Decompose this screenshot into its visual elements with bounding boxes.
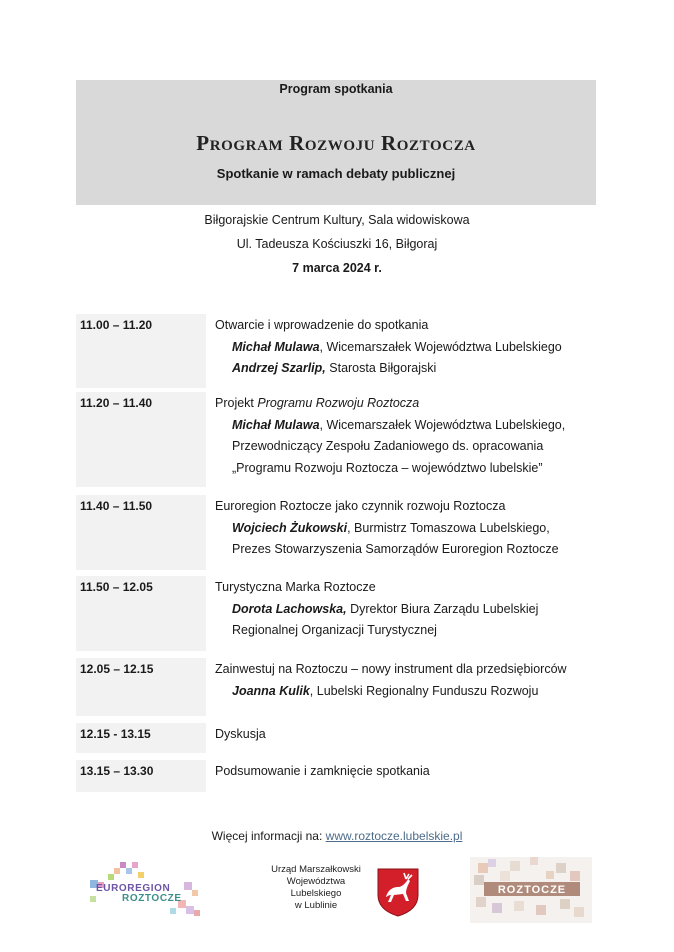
header-block xyxy=(76,80,596,205)
venue-address: Ul. Tadeusza Kościuszki 16, Biłgoraj xyxy=(236,237,438,251)
speaker-role: Starosta Biłgorajski xyxy=(325,361,437,375)
pretitle: Program spotkania xyxy=(279,82,393,96)
roztocze-logo xyxy=(470,857,592,923)
speaker-name: Michał Mulawa xyxy=(232,417,320,432)
agenda-time: 12.15 - 13.15 xyxy=(76,723,206,753)
venue-place: Biłgorajskie Centrum Kultury, Sala widowiskowa xyxy=(204,213,470,227)
more-info xyxy=(0,829,674,843)
agenda-row xyxy=(76,723,596,753)
agenda-row xyxy=(76,760,596,792)
agenda-time: 12.05 – 12.15 xyxy=(76,658,206,716)
agenda-row xyxy=(76,314,596,388)
agenda-title-prefix: Projekt xyxy=(215,396,258,410)
speaker-name: Michał Mulawa xyxy=(232,339,320,354)
speaker-role: Dyrektor Biura Zarządu Lubelskiej xyxy=(346,601,539,616)
umwl-line: w Lublinie xyxy=(294,900,338,911)
agenda-row xyxy=(76,392,596,487)
umwl-line: Województwa Lubelskiego xyxy=(286,876,346,899)
umwl-line: Urząd Marszałkowski xyxy=(271,864,361,875)
subtitle: Spotkanie w ramach debaty publicznej xyxy=(216,166,456,181)
speaker-line xyxy=(215,602,600,624)
speaker-name: Wojciech Żukowski xyxy=(232,520,348,535)
agenda-title: Turystyczna Marka Roztocze xyxy=(215,580,376,594)
speaker-name: Andrzej Szarlip, xyxy=(232,361,326,375)
agenda-row xyxy=(76,576,596,651)
speaker-line xyxy=(215,361,600,383)
more-info-label: Więcej informacji na: xyxy=(211,829,326,843)
agenda-description xyxy=(215,727,600,749)
page-title: Program Rozwoju Roztocza xyxy=(196,131,476,155)
speaker-role: , Lubelski Regionalny Funduszu Rozwoju xyxy=(309,683,539,698)
roztocze-mosaic-icon xyxy=(470,857,592,923)
logo-text-roztocze: ROZTOCZE xyxy=(497,884,567,896)
agenda-title: Podsumowanie i zamknięcie spotkania xyxy=(215,764,430,778)
agenda-title: Euroregion Roztocze jako czynnik rozwoju Roztocza xyxy=(215,499,506,513)
agenda-description xyxy=(215,764,600,786)
event-date: 7 marca 2024 r. xyxy=(292,261,382,275)
agenda-time: 11.20 – 11.40 xyxy=(76,392,206,487)
euroregion-roztocze-logo xyxy=(84,860,208,920)
euroregion-mosaic-icon xyxy=(84,860,208,920)
agenda-title-italic: Programu Rozwoju Roztocza xyxy=(257,396,420,410)
agenda-title: Dyskusja xyxy=(215,727,266,741)
agenda-description xyxy=(215,662,600,705)
agenda-time: 13.15 – 13.30 xyxy=(76,760,206,792)
speaker-role-continued: Prezes Stowarzyszenia Samorządów Euroregion Roztocze xyxy=(232,542,559,556)
speaker-role: , Wicemarszałek Województwa Lubelskiego xyxy=(319,339,562,354)
speaker-role-continued: „Programu Rozwoju Roztocza – województwo lubelskie” xyxy=(232,460,543,475)
lubelskie-coat-of-arms-icon xyxy=(376,867,420,917)
speaker-name: Joanna Kulik xyxy=(232,683,310,698)
speaker-line xyxy=(215,684,600,706)
agenda-title: Zainwestuj na Roztoczu – nowy instrument dla przedsiębiorców xyxy=(215,662,567,676)
speaker-role: , Wicemarszałek Województwa Lubelskiego, xyxy=(319,417,566,432)
speaker-line xyxy=(215,418,600,440)
agenda-description xyxy=(215,396,600,482)
speaker-role-continued: Przewodniczący Zespołu Zadaniowego ds. opracowania xyxy=(232,439,544,453)
website-link[interactable]: www.roztocze.lubelskie.pl xyxy=(325,829,463,843)
speaker-role: , Burmistrz Tomaszowa Lubelskiego, xyxy=(347,520,550,535)
agenda-time: 11.00 – 11.20 xyxy=(76,314,206,388)
speaker-role-continued: Regionalnej Organizacji Turystycznej xyxy=(232,623,437,637)
speaker-line xyxy=(215,340,600,362)
umwl-logo-text xyxy=(262,864,370,912)
logo-text-euroregion: EUROREGION xyxy=(96,883,171,894)
agenda-description xyxy=(215,580,600,645)
speaker-line xyxy=(215,521,600,543)
agenda-description xyxy=(215,499,600,564)
agenda-description xyxy=(215,318,600,383)
agenda-title: Otwarcie i wprowadzenie do spotkania xyxy=(215,318,429,332)
agenda-time: 11.50 – 12.05 xyxy=(76,576,206,651)
agenda-time: 11.40 – 11.50 xyxy=(76,495,206,570)
agenda-row xyxy=(76,658,596,716)
logo-text-roztocze: ROZTOCZE xyxy=(122,893,182,904)
agenda-row xyxy=(76,495,596,570)
agenda-title xyxy=(215,396,600,418)
speaker-name: Dorota Lachowska, xyxy=(232,601,347,616)
